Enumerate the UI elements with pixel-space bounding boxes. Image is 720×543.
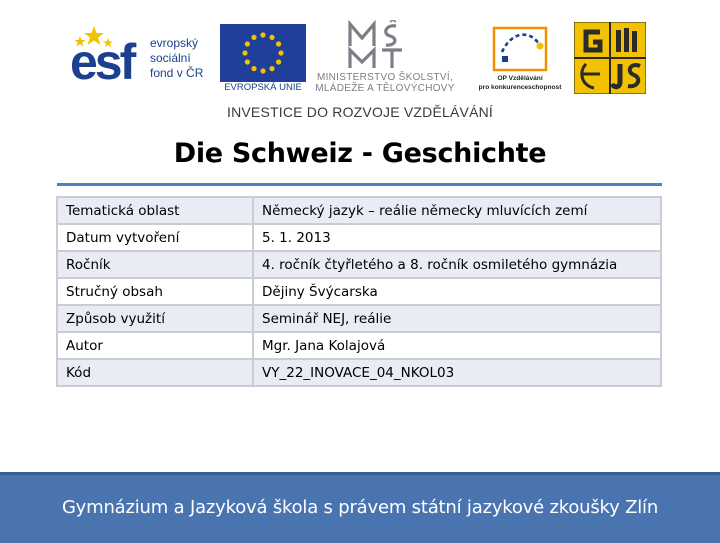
logo-banner (0, 0, 720, 130)
table-row (57, 197, 661, 224)
row-label: Způsob využití (57, 305, 253, 332)
eu-logo (220, 24, 306, 96)
eu-flag-icon (220, 24, 306, 82)
page-title: Die Schweiz - Geschichte (173, 138, 547, 169)
row-value: Dějiny Švýcarska (253, 278, 661, 305)
row-label: Stručný obsah (57, 278, 253, 305)
esf-line-2: sociální (150, 51, 191, 65)
row-value: VY_22_INOVACE_04_NKOL03 (253, 359, 661, 386)
row-value: 5. 1. 2013 (253, 224, 661, 251)
table-row (57, 332, 661, 359)
msmt-logo (310, 20, 460, 100)
table-row (57, 224, 661, 251)
msmt-line-1: MINISTERSTVO ŠKOLSTVÍ, (316, 72, 454, 83)
msmt-monogram-icon (346, 20, 424, 72)
esf-name (150, 36, 203, 81)
msmt-line-2: MLÁDEŽE A TĚLOVÝCHOVY (315, 83, 455, 94)
esf-mark: esf (70, 34, 134, 90)
opvk-logo (474, 22, 566, 96)
banner-text: INVESTICE DO ROZVOJE VZDĚLÁVÁNÍ (226, 104, 494, 120)
table-row (57, 278, 661, 305)
row-label: Tematická oblast (57, 197, 253, 224)
opvk-line-2: pro konkurenceschopnost (478, 84, 562, 91)
footer-text: Gymnázium a Jazyková škola s právem státní jazykové zkoušky Zlín (61, 497, 659, 518)
footer-bar (0, 472, 720, 543)
esf-line-3: fond v ČR (150, 66, 204, 80)
row-value: Mgr. Jana Kolajová (253, 332, 661, 359)
row-value: Německý jazyk – reálie německy mluvících zemí (253, 197, 661, 224)
table-row (57, 305, 661, 332)
row-label: Kód (57, 359, 253, 386)
school-logo-icon (574, 22, 646, 94)
opvk-mark-icon (474, 22, 566, 74)
opvk-name (474, 74, 566, 92)
msmt-name (310, 72, 460, 94)
school-logo (574, 22, 646, 94)
row-value: Seminář NEJ, reálie (253, 305, 661, 332)
row-value: 4. ročník čtyřletého a 8. ročník osmiletého gymnázia (253, 251, 661, 278)
title-divider (57, 183, 662, 186)
row-label: Datum vytvoření (57, 224, 253, 251)
row-label: Autor (57, 332, 253, 359)
esf-logo (68, 24, 218, 94)
table-row (57, 251, 661, 278)
esf-line-1: evropský (150, 36, 199, 50)
info-table (56, 196, 662, 387)
eu-label: EVROPSKÁ UNIE (224, 82, 302, 93)
table-row (57, 359, 661, 386)
opvk-line-1: OP Vzdělávání (497, 75, 543, 82)
row-label: Ročník (57, 251, 253, 278)
